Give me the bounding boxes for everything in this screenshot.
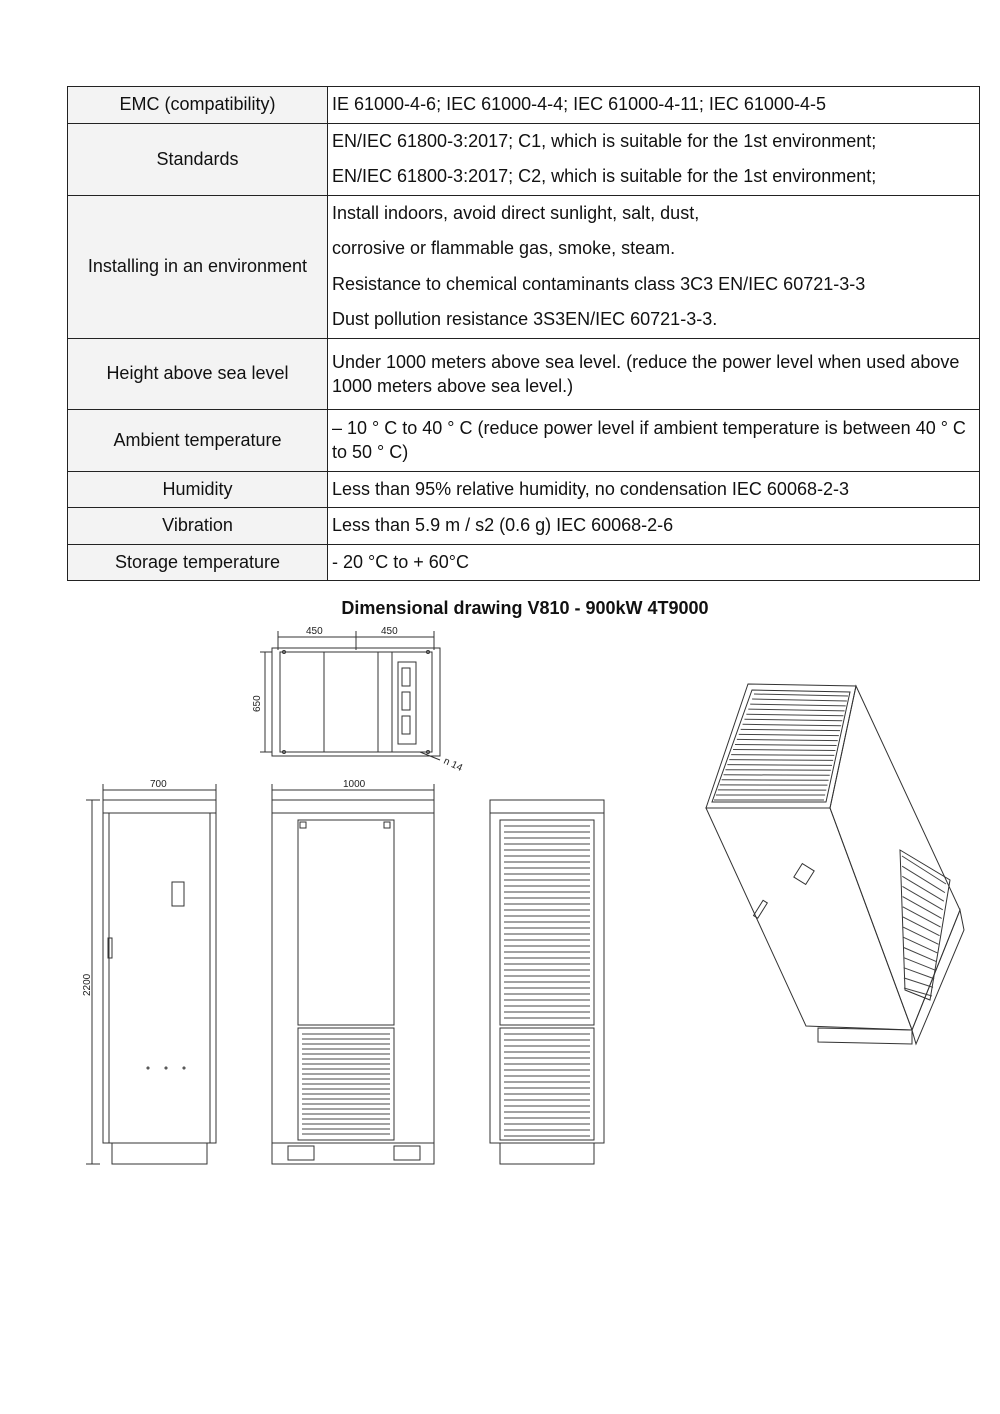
grille-line — [727, 765, 832, 766]
spec-value — [328, 471, 980, 508]
grille-line — [903, 907, 941, 927]
grille-line — [739, 734, 839, 735]
drawing-title: Dimensional drawing V810 - 900kW 4T9000 — [341, 598, 709, 618]
table-row — [68, 508, 980, 545]
table-row — [68, 544, 980, 581]
dim-label: 700 — [150, 779, 167, 790]
table-row — [68, 195, 980, 338]
spec-label: Humidity — [68, 471, 328, 508]
grille-line — [725, 770, 830, 771]
spec-label: Installing in an environment — [68, 195, 328, 338]
grille-line — [741, 729, 840, 730]
spec-label: Ambient temperature — [68, 409, 328, 471]
grille-line — [743, 724, 842, 725]
spec-label: Storage temperature — [68, 544, 328, 581]
spec-value-line: IE 61000-4-6; IEC 61000-4-4; IEC 61000-4-11; IEC 61000-4-5 — [332, 94, 826, 114]
spec-value-line: – 10 ° C to 40 ° C (reduce power level if ambient temperature is between 40 ° C to 50 ° C) — [332, 418, 966, 462]
spec-value-line: EN/IEC 61800-3:2017; C1, which is suitable for the 1st environment; — [332, 130, 877, 151]
spec-value — [328, 195, 980, 338]
grille-line — [733, 750, 835, 751]
grille-line — [735, 744, 837, 745]
table-row — [68, 87, 980, 124]
spec-value-line: Less than 95% relative humidity, no condensation IEC 60068-2-3 — [332, 478, 849, 499]
front-view — [272, 779, 434, 1164]
dim-label: 450 — [306, 626, 323, 637]
isometric-view — [706, 684, 964, 1044]
grille-line — [737, 739, 838, 740]
spec-value — [328, 409, 980, 471]
spec-label: EMC (compatibility) — [68, 87, 328, 124]
spec-value — [328, 544, 980, 581]
dim-label: 450 — [381, 626, 398, 637]
dim-label: 2200 — [82, 973, 93, 996]
spec-value-line: EN/IEC 61800-3:2017; C2, which is suitable for the 1st environment; — [332, 166, 877, 186]
spec-label: Height above sea level — [68, 338, 328, 409]
spec-value — [328, 508, 980, 545]
dim-label: 650 — [252, 695, 263, 712]
top-view — [252, 626, 464, 774]
table-row — [68, 471, 980, 508]
specifications-table — [67, 86, 980, 581]
spec-value — [328, 87, 980, 124]
grille-line — [902, 876, 944, 901]
spec-value-line: Less than 5.9 m / s2 (0.6 g) IEC 60068-2-6 — [332, 515, 674, 535]
rear-view — [490, 800, 604, 1164]
dimensional-drawing — [0, 620, 1000, 1180]
grille-line — [729, 760, 833, 761]
spec-value-line: corrosive or flammable gas, smoke, steam. — [332, 238, 676, 258]
table-row — [68, 409, 980, 471]
spec-label: Vibration — [68, 508, 328, 545]
table-row — [68, 123, 980, 195]
spec-value — [328, 338, 980, 409]
grille-line — [731, 755, 834, 756]
grille-line — [744, 719, 842, 721]
spec-label: Standards — [68, 123, 328, 195]
grille-line — [903, 897, 942, 919]
dim-label: n 14 — [441, 755, 465, 774]
spec-value-line: Install indoors, avoid direct sunlight, salt, dust, — [332, 202, 700, 223]
grille-line — [746, 714, 843, 716]
grille-line — [902, 886, 942, 909]
grille-line — [903, 937, 937, 953]
grille-line — [904, 978, 933, 988]
dim-label: 1000 — [343, 779, 366, 790]
grille-line — [750, 704, 846, 706]
grille-line — [754, 694, 848, 696]
spec-value-line: - 20 °C to + 60°C — [332, 551, 469, 572]
spec-value-line: Under 1000 meters above sea level. (reduce the power level when used above 1000 meters above sea level.) — [332, 351, 960, 396]
grille-line — [748, 709, 844, 711]
grille-line — [903, 927, 938, 944]
side-view — [82, 779, 216, 1164]
spec-value-line: Resistance to chemical contaminants class 3C3 EN/IEC 60721-3-3 — [332, 273, 866, 294]
table-row — [68, 338, 980, 409]
spec-value-line: Dust pollution resistance 3S3EN/IEC 60721-3-3. — [332, 309, 718, 329]
grille-line — [904, 968, 934, 979]
grille-line — [903, 917, 940, 936]
spec-value — [328, 123, 980, 195]
grille-line — [752, 699, 847, 701]
